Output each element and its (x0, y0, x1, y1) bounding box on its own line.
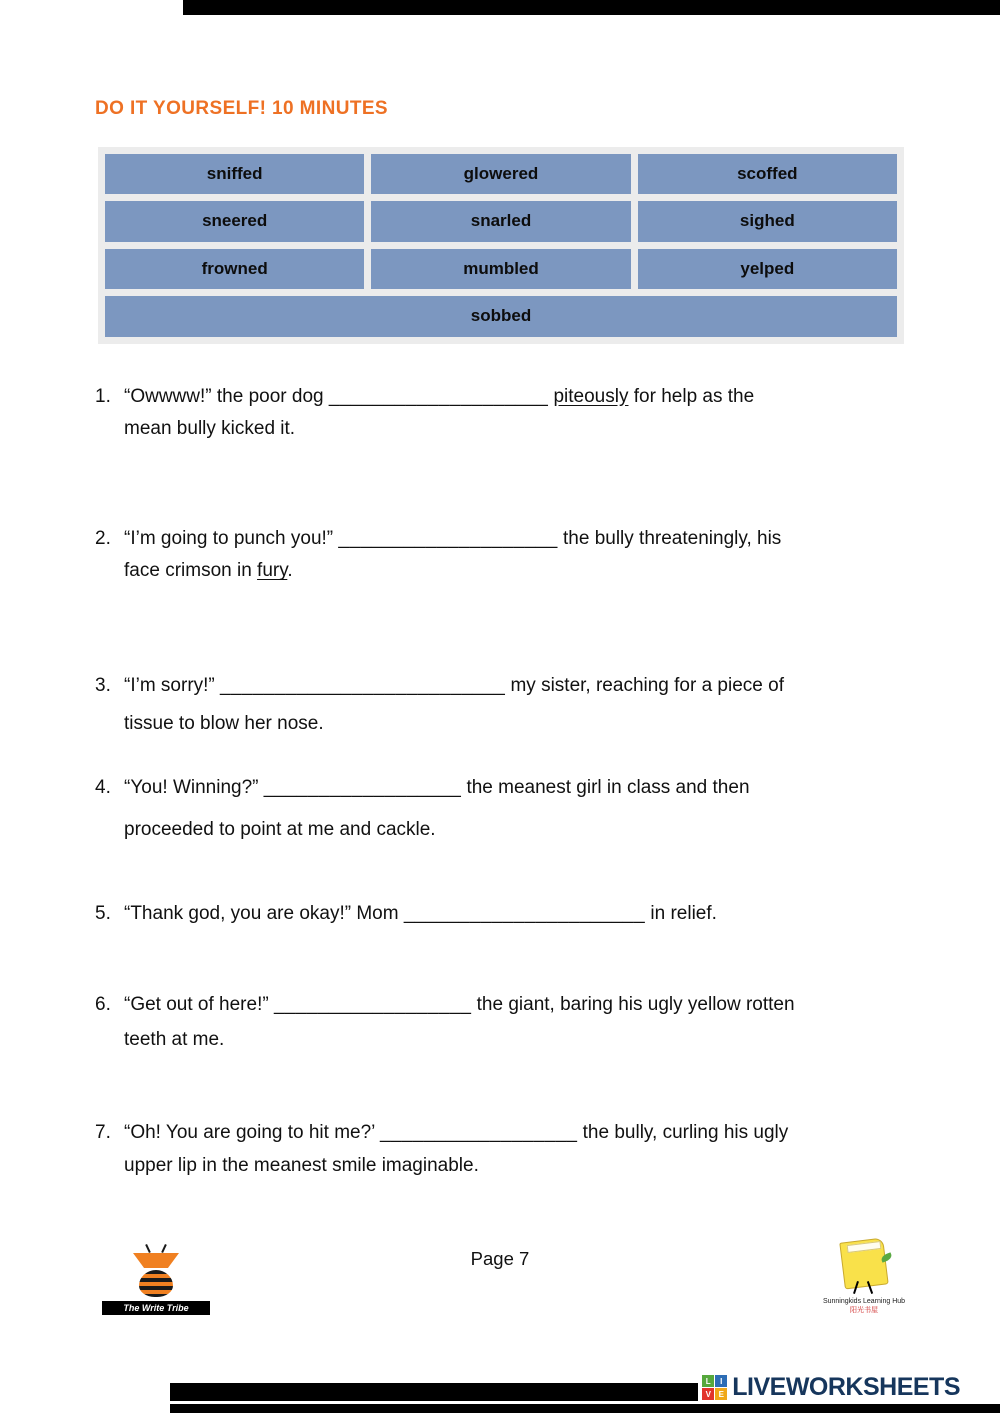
underlined-word: piteously (553, 385, 629, 407)
logo-square-l: L (702, 1375, 714, 1387)
question-5 (95, 898, 907, 930)
question-1 (95, 381, 907, 446)
question-text-segment: mean bully kicked it. (124, 417, 296, 439)
question-text-segment: the bully threateningly, his (563, 528, 782, 550)
question-text-segment: the bully, curling his ugly (582, 1121, 789, 1143)
word-bank-word: sighed (638, 201, 897, 241)
answer-blank-3[interactable]: __________________________ (220, 674, 506, 696)
word-bank-word: glowered (371, 154, 630, 194)
question-text-segment: “I’m going to punch you!” (124, 528, 339, 550)
question-number: 1. (95, 385, 111, 407)
footer-black-bar (170, 1404, 1000, 1413)
answer-blank-4[interactable]: __________________ (263, 776, 462, 798)
question-text-segment: “I’m sorry!” (124, 674, 221, 696)
answer-blank-1[interactable]: ____________________ (328, 385, 549, 407)
word-bank-row (105, 296, 897, 336)
word-bank-word: sobbed (105, 296, 897, 336)
learning-hub-sublabel: 阳光书屋 (850, 1307, 878, 1314)
section-title: DO IT YOURSELF! 10 MINUTES (95, 98, 388, 119)
liveworksheets-mark-icon (702, 1375, 727, 1400)
question-text (124, 777, 750, 840)
question-text (124, 994, 795, 1050)
question-text-segment: “Oh! You are going to hit me?’ (124, 1121, 380, 1143)
write-tribe-label: The Write Tribe (102, 1301, 210, 1315)
word-bank (98, 147, 904, 344)
answer-blank-5[interactable]: ______________________ (403, 903, 646, 925)
questions-list (95, 381, 907, 1183)
question-number: 2. (95, 528, 111, 550)
word-bank-word: snarled (371, 201, 630, 241)
question-text-segment: for help as the (633, 385, 755, 407)
word-bank-row (105, 201, 897, 241)
answer-blank-6[interactable]: __________________ (273, 993, 472, 1015)
question-text-segment: “Owwww!” the poor dog (124, 385, 329, 407)
word-bank-row (105, 249, 897, 289)
question-text-segment: teeth at me. (124, 1028, 225, 1050)
question-6 (95, 987, 907, 1057)
learning-hub-label: Sunningkids Learning Hub (822, 1298, 906, 1305)
worksheet-content (95, 98, 907, 1182)
liveworksheets-logo (698, 1371, 964, 1404)
question-2 (95, 523, 907, 588)
question-number: 7. (95, 1121, 111, 1143)
question-text-segment: the meanest girl in class and then (466, 776, 750, 798)
footer-black-strip (170, 1383, 703, 1401)
word-bank-word: frowned (105, 249, 364, 289)
bee-body-icon (139, 1270, 173, 1297)
question-text-segment: proceeded to point at me and cackle. (124, 818, 436, 840)
question-text (124, 386, 754, 439)
question-text-segment: in relief. (650, 903, 717, 925)
question-text-segment: “You! Winning?” (124, 776, 264, 798)
question-text-segment: my sister, reaching for a piece of (510, 674, 784, 696)
learning-hub-logo (816, 1238, 912, 1315)
top-black-bar (183, 0, 1000, 15)
word-bank-word: sniffed (105, 154, 364, 194)
word-bank-word: scoffed (638, 154, 897, 194)
question-text-segment: upper lip in the meanest smile imaginable. (124, 1155, 479, 1177)
question-text (124, 528, 781, 581)
word-bank-word: mumbled (371, 249, 630, 289)
question-4 (95, 767, 907, 851)
underlined-word: fury (257, 560, 288, 582)
logo-square-e: E (715, 1388, 727, 1400)
page-number: Page 7 (470, 1248, 530, 1269)
question-text-segment: . (287, 560, 293, 582)
question-text-segment: tissue to blow her nose. (124, 712, 324, 734)
question-7 (95, 1116, 907, 1183)
question-text (124, 675, 784, 734)
question-number: 3. (95, 674, 111, 696)
word-bank-word: sneered (105, 201, 364, 241)
logo-square-v: V (702, 1388, 714, 1400)
logo-square-i: I (715, 1375, 727, 1387)
question-number: 5. (95, 903, 111, 925)
question-number: 4. (95, 776, 111, 798)
bee-glasses-icon (133, 1253, 179, 1268)
answer-blank-7[interactable]: __________________ (379, 1121, 578, 1143)
bee-antennae-icon (141, 1244, 171, 1253)
book-character-icon (835, 1238, 893, 1296)
question-text (124, 1122, 788, 1176)
answer-blank-2[interactable]: ____________________ (338, 528, 558, 550)
question-text-segment: “Get out of here!” (124, 993, 274, 1015)
question-number: 6. (95, 993, 111, 1015)
write-tribe-logo (102, 1244, 210, 1315)
question-text (124, 903, 717, 924)
word-bank-row (105, 154, 897, 194)
word-bank-word: yelped (638, 249, 897, 289)
question-3 (95, 667, 907, 743)
liveworksheets-wordmark: LIVEWORKSHEETS (732, 1373, 960, 1401)
question-text-segment: the giant, baring his ugly yellow rotten (476, 993, 795, 1015)
question-text-segment: “Thank god, you are okay!” Mom (124, 903, 404, 925)
question-text-segment: face crimson in (124, 560, 258, 582)
